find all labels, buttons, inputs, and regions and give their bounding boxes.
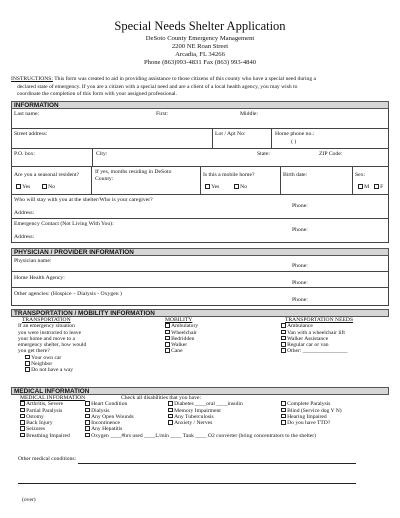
cond-label: Memory Impairment [174, 407, 221, 414]
option-label: Other: ________________ [287, 348, 348, 355]
state-field[interactable]: State: [257, 151, 270, 157]
transport-needs-col-heading: TRANSPORTATION NEEDS [285, 317, 354, 323]
medical-row-6 [11, 433, 389, 439]
checkbox-icon [234, 184, 239, 189]
seasonal-question: Are you a seasonal resident? [14, 172, 80, 178]
cond-label: Blind (Service dog Y N) [287, 407, 342, 414]
org-name: DeSoto County Emergency Management [145, 35, 255, 42]
caregiver-address-field[interactable]: Address: [14, 210, 35, 216]
f-label: F [380, 184, 384, 190]
option-cane[interactable] [165, 348, 198, 354]
checkbox-icon [168, 414, 173, 419]
option-label: Walker [171, 342, 188, 349]
checkbox-icon [20, 408, 25, 413]
birth-date-field[interactable]: Birth date: [283, 172, 308, 178]
checkbox-icon [85, 401, 90, 406]
instructions-line-1: This form was created to aid in providing assistance to those citizens of this county who have a special need during a [52, 76, 317, 82]
mobile-yes[interactable] [205, 184, 219, 190]
street-address-field[interactable]: Street address: [14, 131, 48, 137]
checkbox-icon [25, 367, 30, 372]
checkbox-icon [165, 348, 170, 353]
checkbox-icon [168, 420, 173, 425]
lot-apt-field[interactable]: Lot / Apt No: [215, 131, 246, 137]
transportation-question-3: your home and move to a [18, 335, 76, 342]
option-label: Van with a wheelchair lift [287, 329, 345, 336]
checkbox-icon [281, 323, 286, 328]
org-city: Arcadia, FL 34266 [175, 51, 225, 58]
org-phone-fax: Phone (863)993-4831 Fax (863) 993-4840 [143, 59, 257, 66]
cond-label: Diabetes ____oral ____insulin [174, 401, 243, 408]
divider [92, 149, 93, 166]
transportation-question-5: you get there? [18, 348, 50, 355]
caregiver-row [12, 195, 388, 219]
option-label: Cane [171, 348, 183, 355]
cond-label: Hearing Impaired [287, 413, 327, 420]
divider [352, 167, 353, 194]
address-row [12, 129, 388, 149]
cond-label: Incontinence [91, 420, 120, 427]
emergency-contact-row [12, 219, 388, 243]
checkbox-icon [85, 420, 90, 425]
transportation-question-2: you were instructed to leave [18, 329, 82, 336]
caregiver-field[interactable]: Who will stay with you at the shelter/Who is your caregiver? [14, 197, 153, 203]
sex-label: Sex: [355, 172, 366, 178]
transport-heading: TRANSPORTATION / MOBILITY INFORMATION [11, 309, 389, 317]
option-label: Ambulance [287, 323, 313, 330]
other-agencies-field[interactable]: Other agencies: (Hospice – Dialysis - Oxygen ) [14, 291, 122, 297]
other-conditions-label: Other medical conditions: [18, 456, 77, 462]
seasonal-yes[interactable] [16, 184, 30, 190]
mobility-column [165, 317, 198, 355]
option-other[interactable] [281, 348, 353, 354]
transportation-question-4: emergency shelter, how would [18, 342, 87, 349]
checkbox-icon [205, 184, 210, 189]
cond-label: Partial Paralysis [26, 407, 63, 414]
months-question: If yes, months residing in DeSoto [95, 169, 172, 175]
checkbox-icon [281, 336, 286, 341]
instructions-line-2: declared state of emergency. If you are a citizen with a special need and are a client of a local health agency, you may wish to [17, 83, 298, 90]
emergency-contact-field[interactable]: Emergency Contact (Not Living With You): [14, 221, 114, 227]
cond-label: Dialysis [91, 407, 110, 414]
instructions-label: INSTRUCTIONS: [11, 76, 53, 82]
other-conditions-line-1[interactable] [78, 463, 356, 464]
option-label: Regular car or van [287, 342, 329, 349]
mobile-no[interactable] [234, 184, 247, 190]
cond-label: Back Injury [26, 420, 53, 427]
checkbox-icon [20, 414, 25, 419]
checkbox-icon [85, 408, 90, 413]
transportation-col-heading: TRANSPORTATION [22, 317, 71, 323]
cond-label: Do you have TTD? [287, 420, 331, 427]
transport-needs-column [281, 317, 353, 355]
home-health-phone-field[interactable]: Phone: [292, 280, 308, 286]
other-agencies-row [12, 288, 388, 306]
no-label: No [240, 184, 248, 190]
checkbox-icon [25, 361, 30, 366]
checkbox-icon [281, 330, 286, 335]
cond-label: Ostomy [26, 413, 44, 420]
residency-row [12, 167, 388, 195]
home-health-row [12, 272, 388, 288]
cond-label: Oxygen ____#hrs used ____L/min ____ Tank ____ O2 converter (bring concentrators to the shelter) [91, 432, 317, 439]
checkbox-icon [16, 184, 21, 189]
divider [212, 129, 213, 148]
divider [200, 167, 201, 194]
checkbox-icon [20, 426, 25, 431]
middle-name-field[interactable]: Middle: [240, 111, 259, 117]
checkbox-icon [42, 184, 47, 189]
cond-label: Anxiety / Nerves [174, 420, 213, 427]
medical-sub-heading: MEDICAL INFORMATION [20, 395, 86, 401]
mobile-home-question: Is this a mobile home? [203, 172, 255, 178]
cond-breathing[interactable] [20, 433, 70, 439]
checkbox-icon [165, 336, 170, 341]
cond-label: Breathing Impaired [26, 432, 70, 439]
checkbox-icon [85, 426, 90, 431]
sex-f[interactable] [374, 184, 383, 190]
cond-label: Any Open Wounds [91, 413, 134, 420]
divider [271, 129, 272, 148]
other-conditions-line-2[interactable] [18, 483, 356, 484]
divider [91, 167, 92, 194]
cond-label: Any Hepatitis [91, 426, 123, 433]
home-health-field[interactable]: Home Health Agency: [14, 275, 65, 281]
checkbox-icon [281, 401, 286, 406]
caregiver-phone-field[interactable]: Phone: [292, 203, 308, 209]
provider-grid [11, 256, 389, 306]
option-label: Do not have a way [31, 367, 74, 374]
transport-section [11, 317, 389, 385]
transportation-column [18, 317, 86, 374]
home-phone-area-code: ( ) [291, 139, 297, 145]
information-heading: INFORMATION [11, 101, 389, 109]
checkbox-icon [281, 408, 286, 413]
medical-heading: MEDICAL INFORMATION [11, 387, 389, 395]
m-label: M [364, 184, 370, 190]
po-box-field[interactable]: P.O. box: [14, 151, 36, 157]
cond-label: Heart Condition [91, 401, 128, 408]
other-agencies-phone-field[interactable]: Phone: [292, 297, 308, 303]
home-phone-field[interactable]: Home phone no.: [275, 131, 315, 137]
checkbox-icon [20, 433, 25, 438]
over-note: (over) [22, 497, 36, 503]
checkbox-icon [281, 342, 286, 347]
yes-label: Yes [22, 184, 31, 190]
information-grid [11, 109, 389, 243]
org-street: 2200 NE Roan Street [171, 43, 229, 50]
last-name-field[interactable]: Last name: [14, 111, 40, 117]
cond-label: Seizures [26, 426, 46, 433]
transportation-question-1: If an emergency situation [18, 323, 75, 330]
cond-label: Any Tuberculosis [174, 413, 214, 420]
checkbox-icon [168, 408, 173, 413]
instructions-line-3: coordinate the completion of this form with your assigned professional. [17, 91, 178, 98]
cond-label: Arthritis, Severe [26, 401, 64, 408]
seasonal-no[interactable] [42, 184, 55, 190]
option-label: Neighbor [31, 361, 53, 368]
city-field[interactable]: City: [96, 151, 108, 157]
checkbox-icon [358, 184, 363, 189]
cond-label: Complete Paralysis [287, 401, 331, 408]
provider-heading: PHYSICIAN / PROVIDER INFORMATION [11, 248, 389, 256]
months-question-2[interactable]: County: [95, 176, 114, 182]
instructions [11, 76, 389, 99]
checkbox-icon [85, 433, 90, 438]
divider [280, 167, 281, 194]
option-label: Your own car [31, 354, 62, 361]
medical-section [11, 395, 389, 439]
cond-oxygen[interactable] [85, 433, 316, 439]
checkbox-icon [165, 342, 170, 347]
mobility-col-heading: MOBILITY [165, 317, 193, 323]
city-row [12, 149, 388, 167]
sex-m[interactable] [358, 184, 369, 190]
first-name-field[interactable]: First: [156, 111, 169, 117]
emergency-phone-field[interactable]: Phone: [292, 227, 308, 233]
zip-code-field[interactable]: ZIP Code: [319, 151, 343, 157]
checkbox-icon [85, 414, 90, 419]
checkbox-icon [165, 323, 170, 328]
checkbox-icon [281, 348, 286, 353]
yes-label: Yes [211, 184, 220, 190]
no-label: No [48, 184, 56, 190]
checkbox-icon [281, 420, 286, 425]
checkbox-icon [374, 184, 379, 189]
option-no-way[interactable] [18, 367, 86, 373]
physician-name-field[interactable]: Physician name: [14, 258, 52, 264]
medical-check-note: Check all disabilities that you have: [121, 395, 202, 401]
form-title: Special Needs Shelter Application [114, 19, 286, 33]
name-row [12, 109, 388, 129]
physician-phone-field[interactable]: Phone: [292, 263, 308, 269]
option-label: Bedridden [171, 335, 195, 342]
option-label: Ambulatory [171, 323, 199, 330]
option-label: Walker Assistance [287, 335, 329, 342]
checkbox-icon [281, 414, 286, 419]
emergency-address-field[interactable]: Address: [14, 234, 35, 240]
checkbox-icon [168, 401, 173, 406]
checkbox-icon [165, 330, 170, 335]
physician-row [12, 256, 388, 272]
option-label: Wheelchair [171, 329, 197, 336]
checkbox-icon [20, 420, 25, 425]
checkbox-icon [25, 355, 30, 360]
checkbox-icon [20, 401, 25, 406]
